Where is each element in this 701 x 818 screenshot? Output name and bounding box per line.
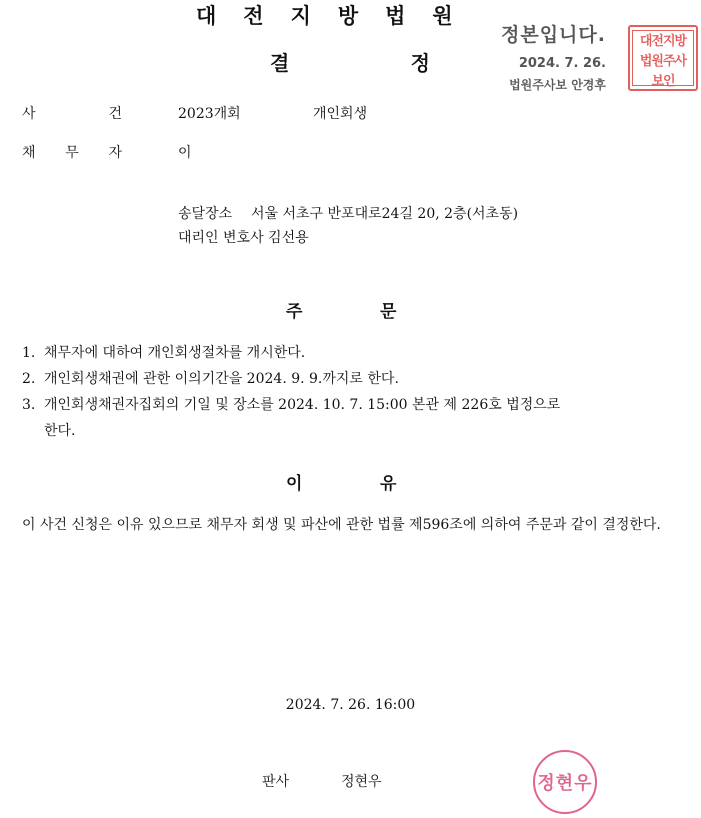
debtor-label	[22, 142, 122, 162]
case-type: 개인회생	[313, 106, 368, 122]
order-item-number: 1.	[22, 345, 36, 361]
order-item-text: 개인회생채권에 관한 이의기간을 2024. 9. 9.까지로 한다.	[44, 371, 399, 387]
debtor-label-char-2: 무	[65, 145, 79, 161]
order-item-text: 채무자에 대하여 개인회생절차를 개시한다.	[44, 345, 306, 361]
reason-text: 이 사건 신청은 이유 있으므로 채무자 회생 및 파산에 관한 법률 제596조에 의하여 주문과 같이 결정한다.	[22, 517, 661, 533]
court-seal-text: 대전지방법원주사보인	[632, 30, 694, 86]
order-item	[22, 340, 672, 366]
service-address-line	[178, 203, 518, 223]
order-heading	[0, 297, 701, 323]
document-title	[270, 47, 430, 76]
title-left-char: 결	[270, 51, 290, 75]
service-label: 송달장소	[178, 206, 233, 222]
court-seal	[628, 25, 698, 91]
order-item-continuation: 한다.	[44, 423, 76, 439]
order-heading-right: 문	[380, 302, 397, 322]
order-item-number: 2.	[22, 371, 36, 387]
case-label-char-2: 건	[108, 106, 122, 122]
order-item-number: 3.	[22, 397, 36, 413]
case-label-char-1: 사	[22, 106, 36, 122]
debtor-label-char-3: 자	[108, 145, 122, 161]
order-heading-left: 주	[286, 302, 303, 322]
decision-date: 2024. 7. 26. 16:00	[285, 697, 416, 713]
case-label	[22, 103, 122, 123]
debtor-name: 이	[178, 145, 192, 161]
order-item-text: 개인회생채권자집회의 기일 및 장소를 2024. 10. 7. 15:00 본관 제 226호 법정으로	[44, 397, 561, 413]
judge-title: 판사	[262, 774, 290, 790]
certified-copy-date: 2024. 7. 26.	[518, 56, 606, 71]
reason-heading-left: 이	[286, 474, 303, 494]
service-address: 서울 서초구 반포대로24길 20, 2층(서초동)	[251, 206, 519, 222]
case-number: 2023개회	[178, 106, 241, 122]
title-right-char: 정	[410, 51, 430, 75]
court-name: 대전지방법원	[196, 4, 480, 28]
certified-copy-stamp: 정본입니다.	[501, 24, 606, 46]
debtor-label-char-1: 채	[22, 145, 36, 161]
judge-seal	[533, 750, 597, 814]
judge-seal-text: 정현우	[537, 773, 593, 794]
reason-heading-right: 유	[380, 474, 397, 494]
certified-copy-clerk: 법원주사보 안경후	[509, 78, 606, 92]
agent-line: 대리인 변호사 김선용	[178, 230, 309, 246]
order-item	[22, 392, 672, 418]
reason-heading	[0, 469, 701, 495]
judge-name: 정현우	[341, 774, 382, 790]
order-item	[22, 366, 672, 392]
